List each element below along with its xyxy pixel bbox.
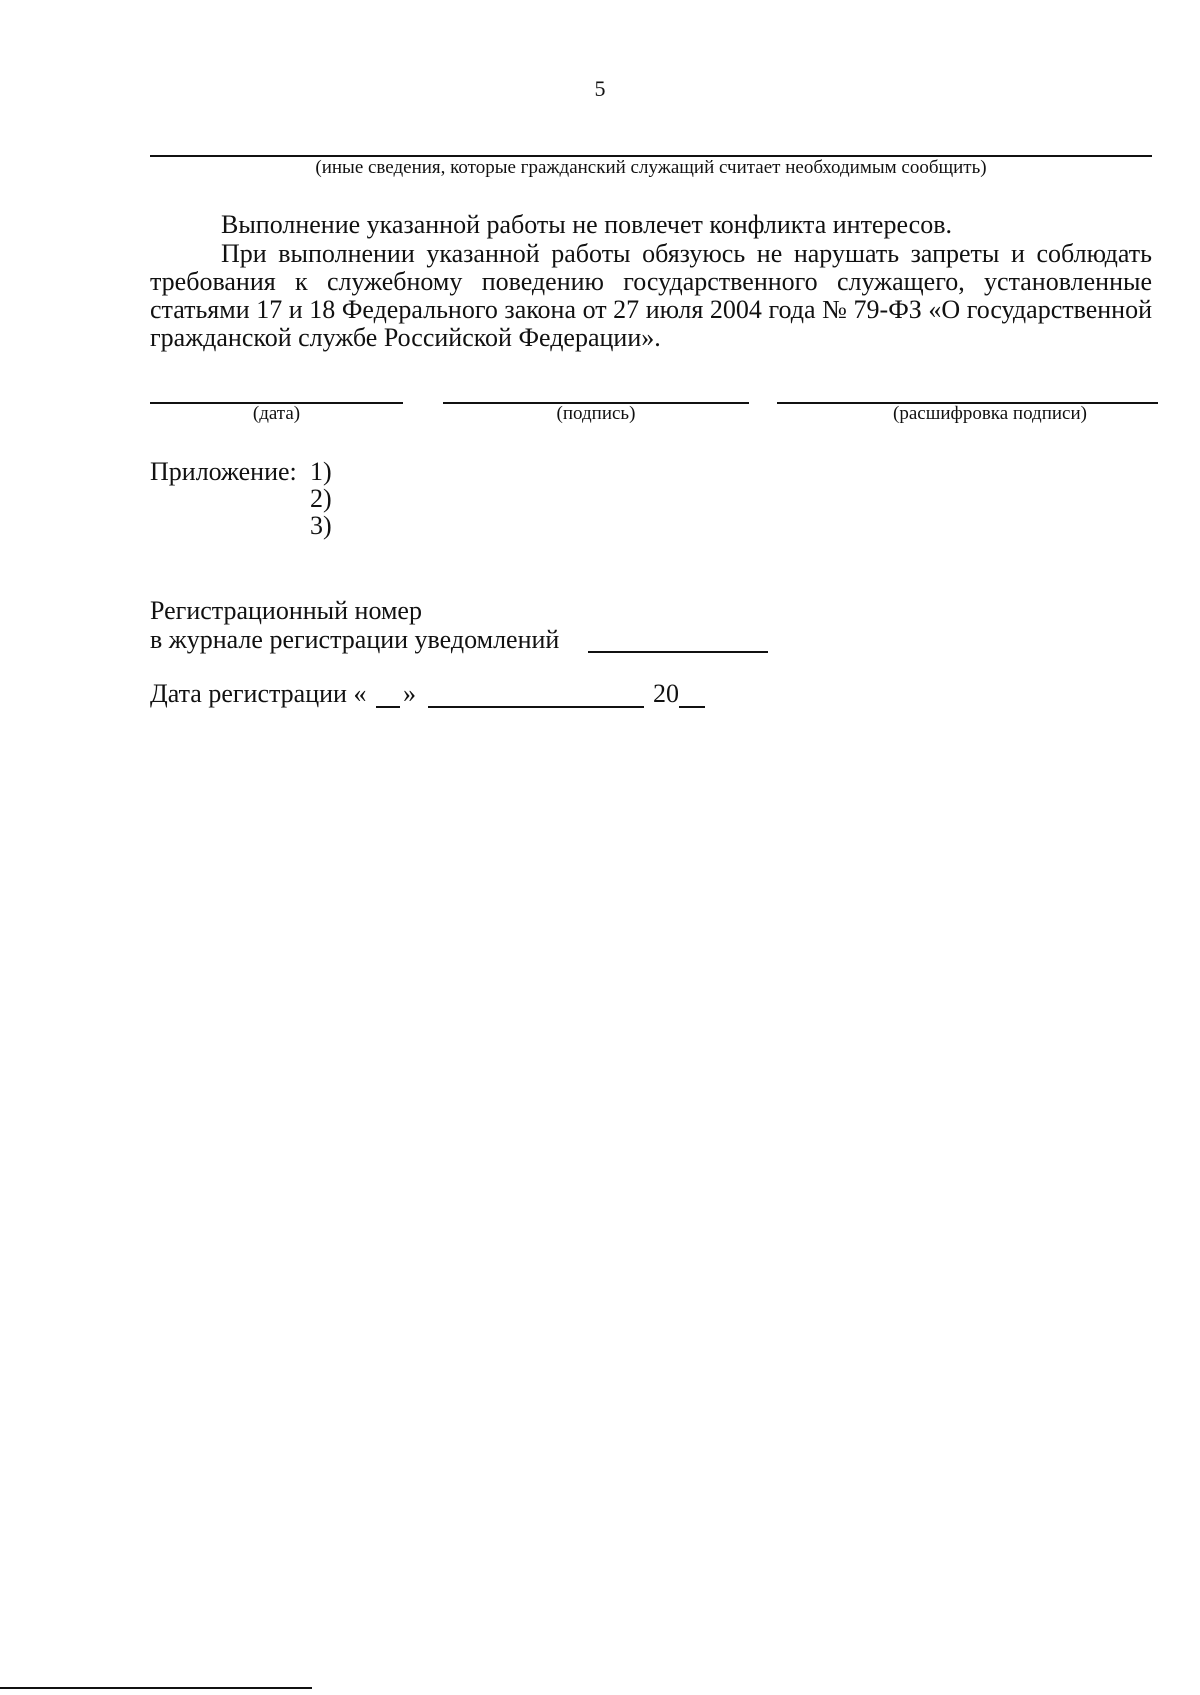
registration-month-line [428,706,644,708]
attachment-item-1: 1) [310,457,332,486]
registration-date-label: Дата регистрации « [150,679,367,708]
attachment-item-3: 3) [310,511,332,540]
registration-year-line [679,706,705,708]
page-number: 5 [594,76,606,101]
paragraph-obligation: При выполнении указанной работы обязуюсь не нарушать запреты и соблюдать требования к служебному поведению государственного служащего, установленные статьями 17 и 18 Федерального закона от 27 июля 2004 года № 79-ФЗ «О государственной гражданской службе Российской Федерации». [150,239,1152,352]
paragraph-no-conflict: Выполнение указанной работы не повлечет конфликта интересов. [221,210,952,239]
registration-journal-label: в журнале регистрации уведомлений [150,625,560,654]
date-caption: (дата) [252,403,301,424]
other-info-caption: (иные сведения, которые гражданский служащий считает необходимым сообщить) [315,157,987,178]
attachment-item-2: 2) [310,484,332,513]
signature-caption: (подпись) [556,403,636,424]
registration-date-quote-close: » [403,679,416,708]
registration-number-label: Регистрационный номер [150,596,422,625]
signature-decoding-caption: (расшифровка подписи) [893,403,1087,424]
registration-number-line [588,651,768,653]
footnote-separator-line [0,1687,312,1689]
registration-year-prefix: 20 [653,679,679,708]
attachments-label: Приложение: [150,457,297,486]
registration-day-line [376,706,400,708]
